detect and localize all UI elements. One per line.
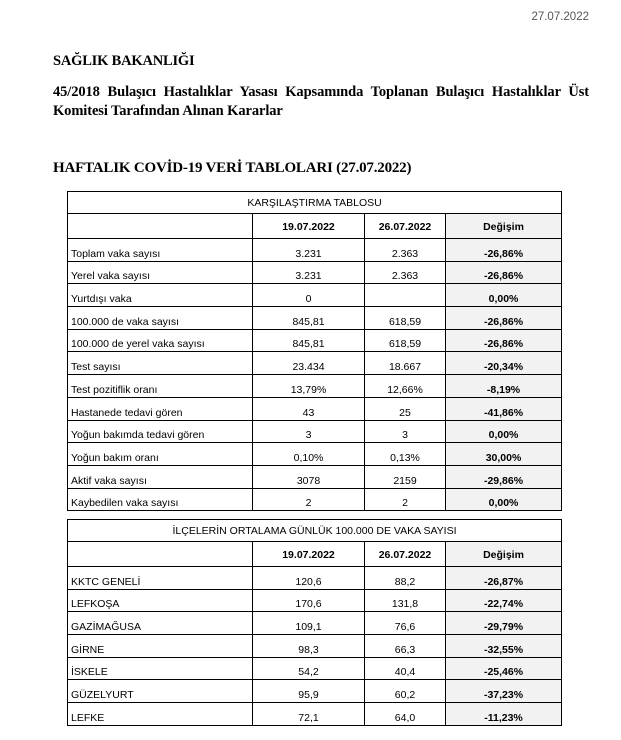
table-title-row [68, 192, 562, 214]
change-value: -26,87% [446, 567, 562, 590]
table-row [68, 488, 562, 511]
value-date-1: 43 [253, 397, 365, 420]
row-label: LEFKOŞA [68, 589, 253, 612]
row-label: Test pozitiflik oranı [68, 375, 253, 398]
header-label [68, 214, 253, 239]
table-row [68, 703, 562, 726]
section-title: HAFTALIK COVİD-19 VERİ TABLOLARI (27.07.2022) [53, 160, 412, 176]
header-date-1: 19.07.2022 [253, 542, 365, 567]
value-date-2: 88,2 [365, 567, 446, 590]
row-label: LEFKE [68, 703, 253, 726]
table-row [68, 635, 562, 658]
row-label: Yoğun bakım oranı [68, 443, 253, 466]
document-date: 27.07.2022 [531, 11, 589, 23]
value-date-2: 3 [365, 420, 446, 443]
row-label: Test sayısı [68, 352, 253, 375]
value-date-2: 131,8 [365, 589, 446, 612]
value-date-1: 72,1 [253, 703, 365, 726]
value-date-1: 3 [253, 420, 365, 443]
value-date-2: 0,13% [365, 443, 446, 466]
change-value: -41,86% [446, 397, 562, 420]
change-value: -26,86% [446, 307, 562, 330]
table-title: KARŞILAŞTIRMA TABLOSU [68, 192, 562, 214]
change-value: -25,46% [446, 657, 562, 680]
change-value: -32,55% [446, 635, 562, 658]
table-row [68, 680, 562, 703]
value-date-1: 3078 [253, 465, 365, 488]
table-row [68, 375, 562, 398]
table-row [68, 239, 562, 262]
table-title: İLÇELERİN ORTALAMA GÜNLÜK 100.000 DE VAKA SAYISI [68, 520, 562, 542]
change-value: 0,00% [446, 420, 562, 443]
table-header-row [68, 214, 562, 239]
change-value: 30,00% [446, 443, 562, 466]
change-value: 0,00% [446, 488, 562, 511]
value-date-1: 109,1 [253, 612, 365, 635]
change-value: -26,86% [446, 239, 562, 262]
value-date-2: 18.667 [365, 352, 446, 375]
value-date-2: 2159 [365, 465, 446, 488]
change-value: -8,19% [446, 375, 562, 398]
change-value: -20,34% [446, 352, 562, 375]
table-row [68, 261, 562, 284]
row-label: Kaybedilen vaka sayısı [68, 488, 253, 511]
row-label: Yerel vaka sayısı [68, 261, 253, 284]
row-label: Yurtdışı vaka [68, 284, 253, 307]
row-label: GAZİMAĞUSA [68, 612, 253, 635]
value-date-2 [365, 284, 446, 307]
change-value: -26,86% [446, 261, 562, 284]
value-date-1: 845,81 [253, 307, 365, 330]
table-header-row [68, 542, 562, 567]
value-date-2: 64,0 [365, 703, 446, 726]
header-date-2: 26.07.2022 [365, 542, 446, 567]
table-row [68, 352, 562, 375]
value-date-2: 12,66% [365, 375, 446, 398]
table-row [68, 657, 562, 680]
row-label: 100.000 de vaka sayısı [68, 307, 253, 330]
row-label: GÜZELYURT [68, 680, 253, 703]
document-subtitle: 45/2018 Bulaşıcı Hastalıklar Yasası Kapsamında Toplanan Bulaşıcı Hastalıklar Üst Komitesi Tarafından Alınan Kararlar [53, 84, 589, 119]
table-row [68, 397, 562, 420]
row-label: Hastanede tedavi gören [68, 397, 253, 420]
value-date-2: 76,6 [365, 612, 446, 635]
row-label: 100.000 de yerel vaka sayısı [68, 329, 253, 352]
change-value: -29,79% [446, 612, 562, 635]
district-table [67, 519, 562, 726]
row-label: Yoğun bakımda tedavi gören [68, 420, 253, 443]
table-row [68, 284, 562, 307]
change-value: -26,86% [446, 329, 562, 352]
ministry-heading: SAĞLIK BAKANLIĞI [53, 53, 195, 69]
value-date-1: 120,6 [253, 567, 365, 590]
change-value: -22,74% [446, 589, 562, 612]
value-date-2: 25 [365, 397, 446, 420]
header-date-1: 19.07.2022 [253, 214, 365, 239]
row-label: İSKELE [68, 657, 253, 680]
change-value: -11,23% [446, 703, 562, 726]
change-value: -37,23% [446, 680, 562, 703]
value-date-1: 2 [253, 488, 365, 511]
change-value: 0,00% [446, 284, 562, 307]
table-row [68, 307, 562, 330]
value-date-2: 66,3 [365, 635, 446, 658]
value-date-2: 2.363 [365, 239, 446, 262]
value-date-1: 845,81 [253, 329, 365, 352]
table-title-row [68, 520, 562, 542]
header-label [68, 542, 253, 567]
value-date-1: 13,79% [253, 375, 365, 398]
value-date-2: 618,59 [365, 329, 446, 352]
row-label: GİRNE [68, 635, 253, 658]
value-date-2: 40,4 [365, 657, 446, 680]
value-date-2: 618,59 [365, 307, 446, 330]
table-row [68, 329, 562, 352]
table-row [68, 589, 562, 612]
header-date-2: 26.07.2022 [365, 214, 446, 239]
value-date-2: 60,2 [365, 680, 446, 703]
value-date-2: 2.363 [365, 261, 446, 284]
value-date-1: 23.434 [253, 352, 365, 375]
value-date-1: 0 [253, 284, 365, 307]
value-date-1: 3.231 [253, 261, 365, 284]
value-date-1: 54,2 [253, 657, 365, 680]
header-change: Değişim [446, 214, 562, 239]
table-row [68, 443, 562, 466]
value-date-1: 170,6 [253, 589, 365, 612]
row-label: Aktif vaka sayısı [68, 465, 253, 488]
value-date-1: 0,10% [253, 443, 365, 466]
table-row [68, 420, 562, 443]
header-change: Değişim [446, 542, 562, 567]
table-row [68, 567, 562, 590]
table-row [68, 612, 562, 635]
value-date-2: 2 [365, 488, 446, 511]
comparison-table [67, 191, 562, 511]
row-label: KKTC GENELİ [68, 567, 253, 590]
value-date-1: 98,3 [253, 635, 365, 658]
value-date-1: 3.231 [253, 239, 365, 262]
change-value: -29,86% [446, 465, 562, 488]
table-row [68, 465, 562, 488]
value-date-1: 95,9 [253, 680, 365, 703]
row-label: Toplam vaka sayısı [68, 239, 253, 262]
